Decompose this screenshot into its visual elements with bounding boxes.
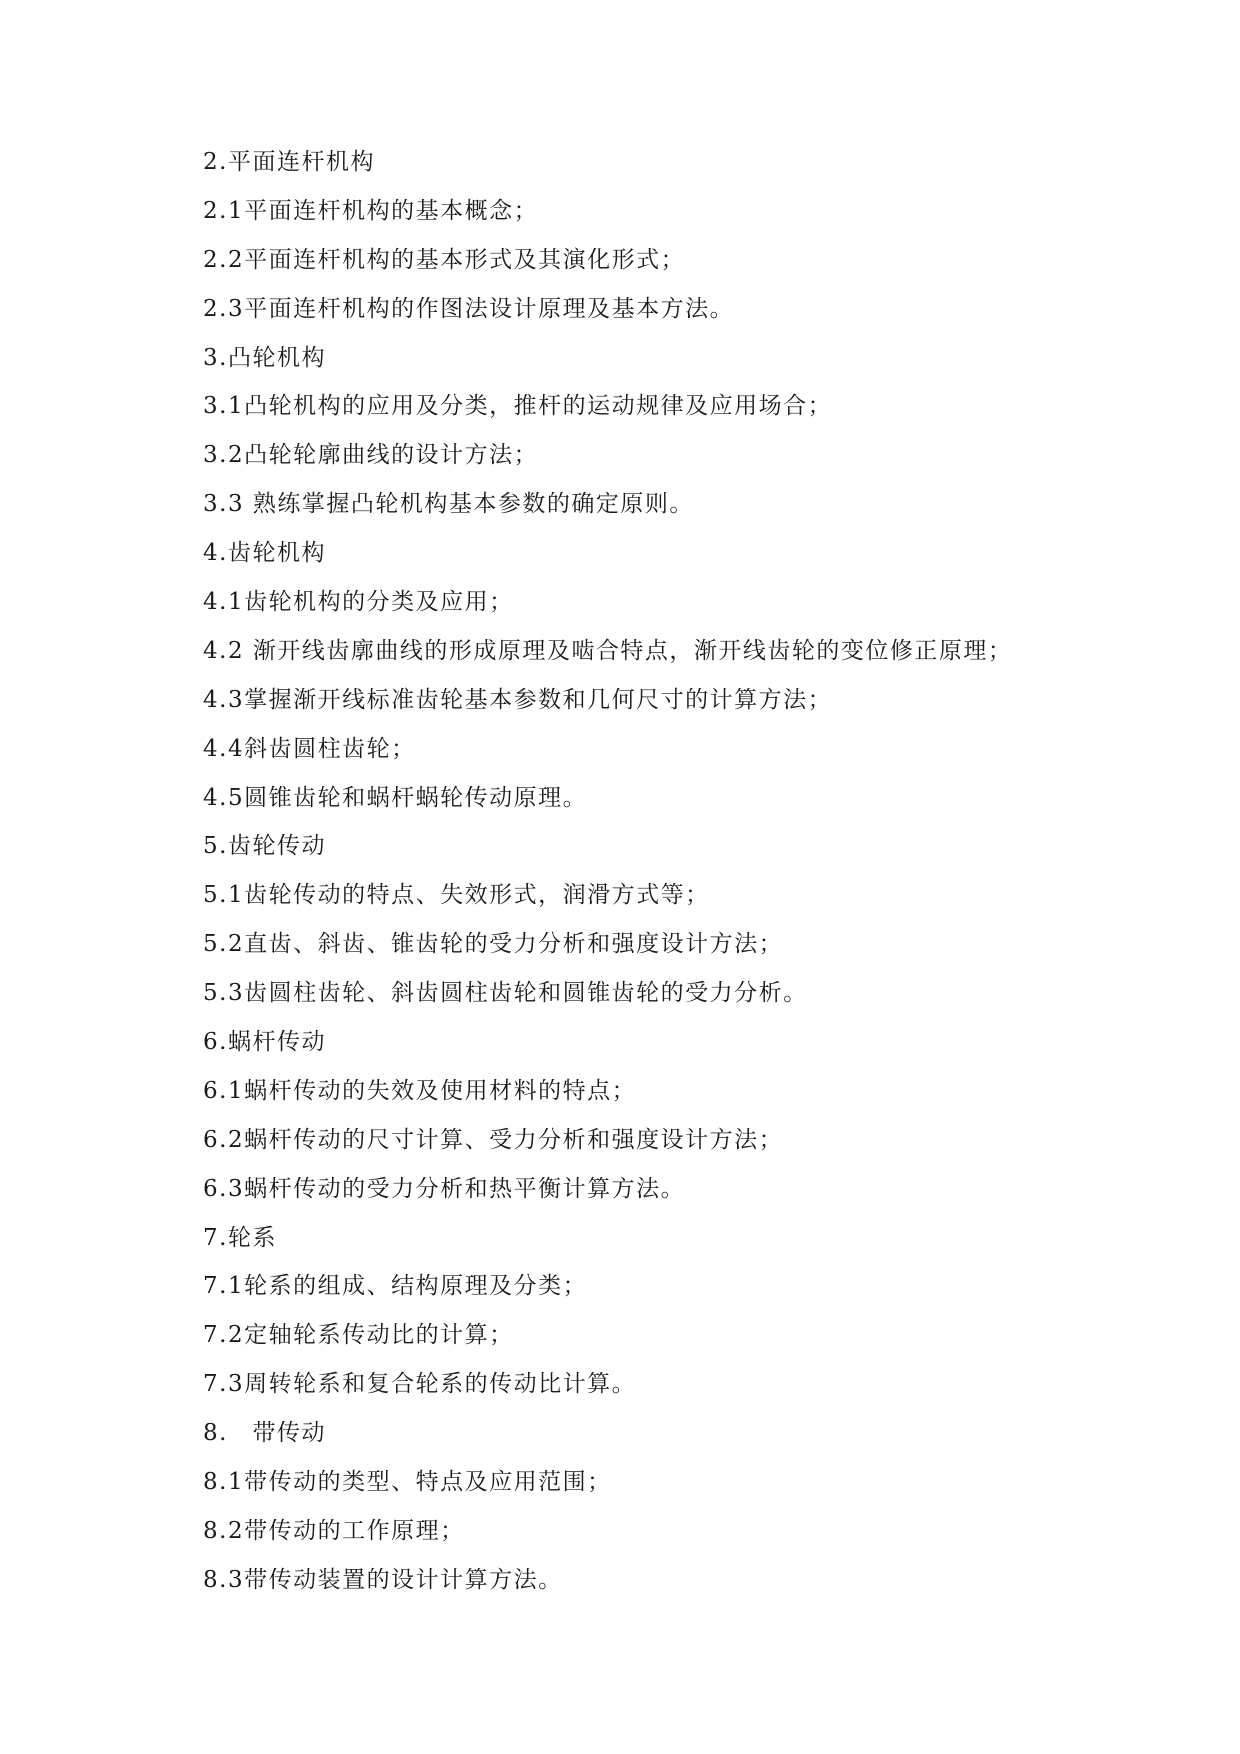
section-heading-8: 8. 带传动: [203, 1420, 326, 1447]
item-7-3: 7.3周转轮系和复合轮系的传动比计算。: [203, 1371, 637, 1398]
item-7-2: 7.2定轴轮系传动比的计算；: [203, 1322, 514, 1349]
item-4-5: 4.5圆锥齿轮和蜗杆蜗轮传动原理。: [203, 784, 588, 811]
item-3-2: 3.2凸轮轮廓曲线的设计方法；: [203, 442, 539, 469]
section-heading-2: 2.平面连杆机构: [203, 149, 375, 175]
section-heading-6: 6.蜗杆传动: [203, 1029, 326, 1056]
section-heading-4: 4.齿轮机构: [203, 540, 326, 567]
item-5-2: 5.2直齿、斜齿、锥齿轮的受力分析和强度设计方法；: [203, 931, 784, 958]
item-4-4: 4.4斜齿圆柱齿轮；: [203, 735, 416, 762]
section-heading-5: 5.齿轮传动: [203, 833, 326, 860]
item-2-1: 2.1平面连杆机构的基本概念；: [203, 197, 539, 224]
item-4-2: 4.2 渐开线齿廓曲线的形成原理及啮合特点，渐开线齿轮的变位修正原理；: [203, 637, 1013, 664]
item-6-1: 6.1蜗杆传动的失效及使用材料的特点；: [203, 1077, 637, 1104]
item-5-1: 5.1齿轮传动的特点、失效形式，润滑方式等；: [203, 882, 710, 909]
item-2-3: 2.3平面连杆机构的作图法设计原理及基本方法。: [203, 295, 735, 322]
item-8-1: 8.1带传动的类型、特点及应用范围；: [203, 1469, 612, 1496]
item-3-3: 3.3 熟练掌握凸轮机构基本参数的确定原则。: [203, 491, 694, 518]
item-3-1: 3.1凸轮机构的应用及分类，推杆的运动规律及应用场合；: [203, 393, 833, 420]
item-7-1: 7.1轮系的组成、结构原理及分类；: [203, 1273, 588, 1300]
item-8-3: 8.3带传动装置的设计计算方法。: [203, 1566, 563, 1593]
item-4-1: 4.1齿轮机构的分类及应用；: [203, 589, 514, 616]
item-6-3: 6.3蜗杆传动的受力分析和热平衡计算方法。: [203, 1175, 686, 1202]
item-5-3: 5.3齿圆柱齿轮、斜齿圆柱齿轮和圆锥齿轮的受力分析。: [203, 980, 808, 1007]
item-2-2: 2.2平面连杆机构的基本形式及其演化形式；: [203, 246, 686, 273]
item-8-2: 8.2带传动的工作原理；: [203, 1517, 465, 1544]
item-4-3: 4.3掌握渐开线标准齿轮基本参数和几何尺寸的计算方法；: [203, 686, 833, 713]
item-6-2: 6.2蜗杆传动的尺寸计算、受力分析和强度设计方法；: [203, 1126, 784, 1153]
syllabus-content: [203, 138, 1163, 1605]
section-heading-3: 3.凸轮机构: [203, 344, 326, 371]
section-heading-7: 7.轮系: [203, 1224, 277, 1251]
